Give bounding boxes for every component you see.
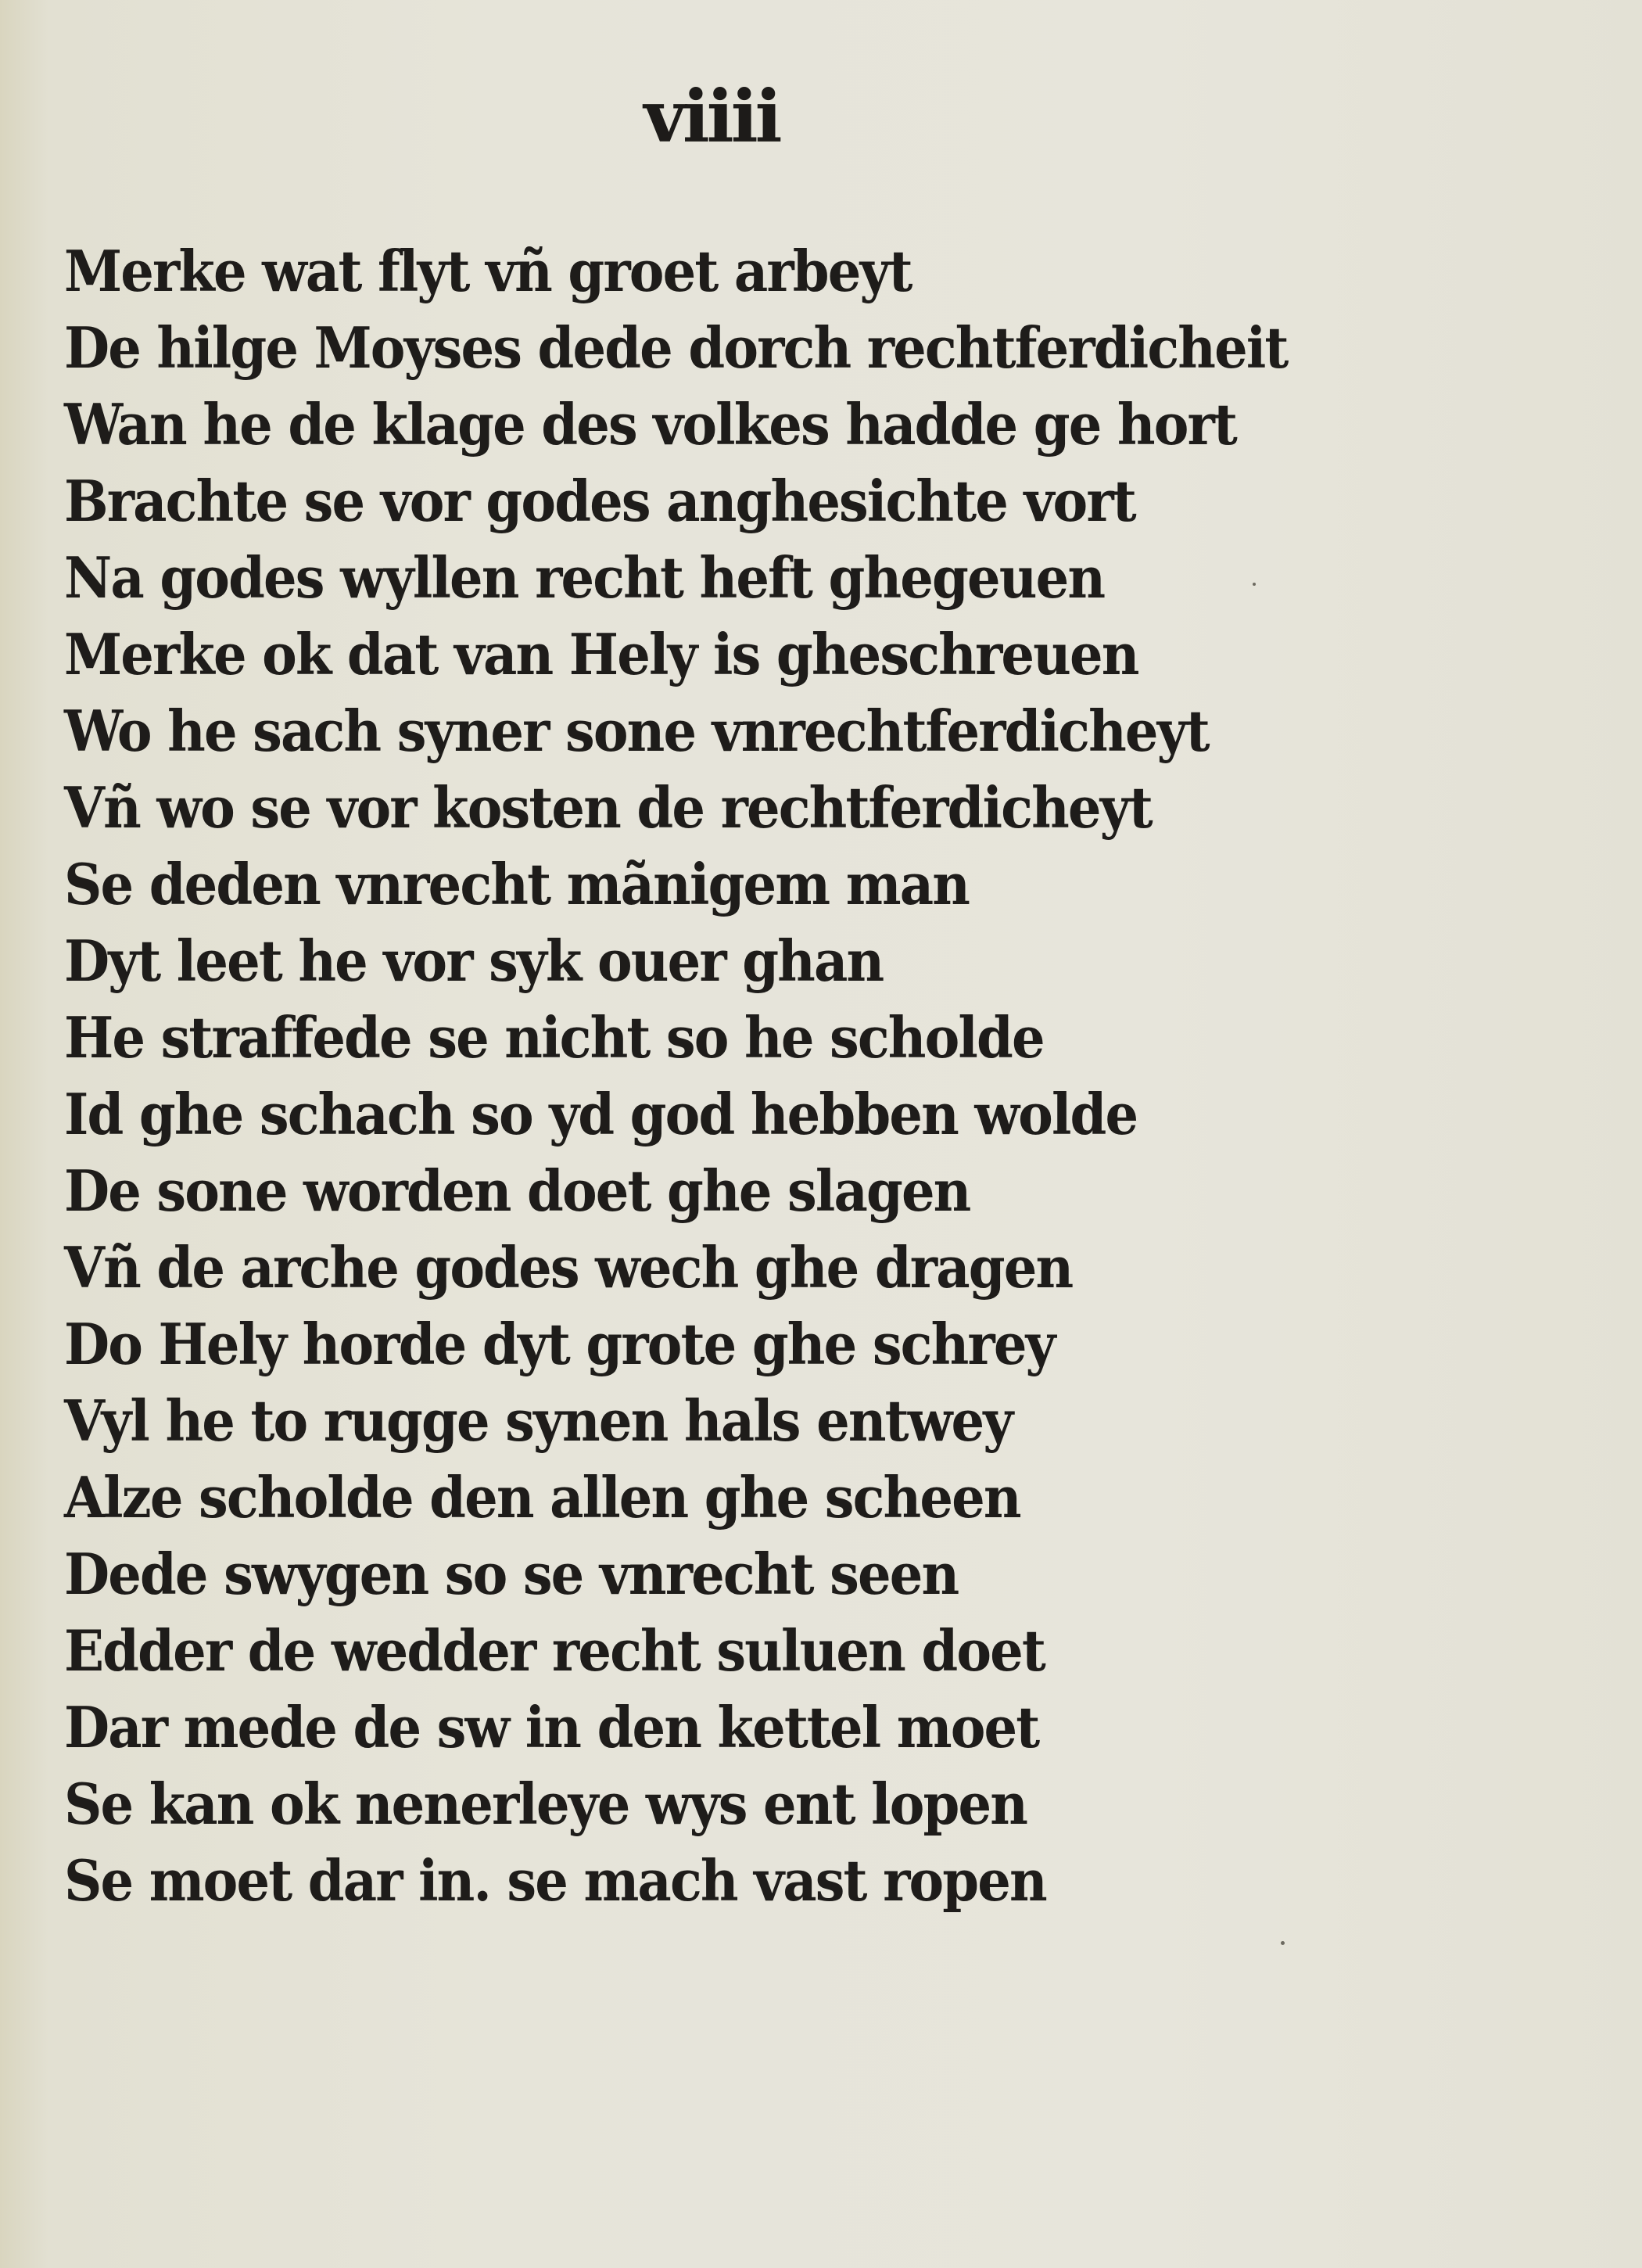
verse-text <box>64 233 1550 1919</box>
verse-line: Dede swygen so se vnrecht seen <box>64 1541 959 1607</box>
verse-line: Na godes wyllen recht heft ghegeuen <box>64 544 1105 611</box>
paper-speck <box>1281 1941 1285 1945</box>
verse-line: Vñ wo se vor kosten de rechtferdicheyt <box>64 774 1152 841</box>
verse-line: De hilge Moyses dede dorch rechtferdicheit <box>64 314 1288 381</box>
verse-line: Edder de wedder recht suluen doet <box>64 1617 1045 1684</box>
verse-line: Alze scholde den allen ghe scheen <box>64 1464 1020 1531</box>
verse-line: Wo he sach syner sone vnrechtferdicheyt <box>64 698 1209 764</box>
verse-line: He straffede se nicht so he scholde <box>64 1004 1044 1071</box>
verse-line: Se moet dar in. se mach vast ropen <box>64 1847 1046 1914</box>
verse-line: Se kan ok nenerleye wys ent lopen <box>64 1771 1027 1837</box>
folio-number: viiii <box>644 74 780 159</box>
verse-line: Do Hely horde dyt grote ghe schrey <box>64 1311 1055 1377</box>
paper-speck <box>1253 583 1256 586</box>
verse-line: Merke ok dat van Hely is gheschreuen <box>64 621 1138 687</box>
verse-line: Se deden vnrecht mãnigem man <box>64 851 970 917</box>
verse-line: Id ghe schach so yd god hebben wolde <box>64 1081 1138 1147</box>
verse-line: Merke wat flyt vñ groet arbeyt <box>64 238 912 304</box>
verse-line: Dar mede de sw in den kettel moet <box>64 1694 1039 1760</box>
verse-line: Wan he de klage des volkes hadde ge hort <box>64 391 1237 458</box>
verse-line: Vñ de arche godes wech ghe dragen <box>64 1234 1073 1301</box>
verse-line: Vyl he to rugge synen hals entwey <box>64 1387 1013 1454</box>
verse-line: Brachte se vor godes anghesichte vort <box>64 468 1135 534</box>
verse-line: De sone worden doet ghe slagen <box>64 1157 970 1224</box>
verse-line: Dyt leet he vor syk ouer ghan <box>64 928 884 994</box>
